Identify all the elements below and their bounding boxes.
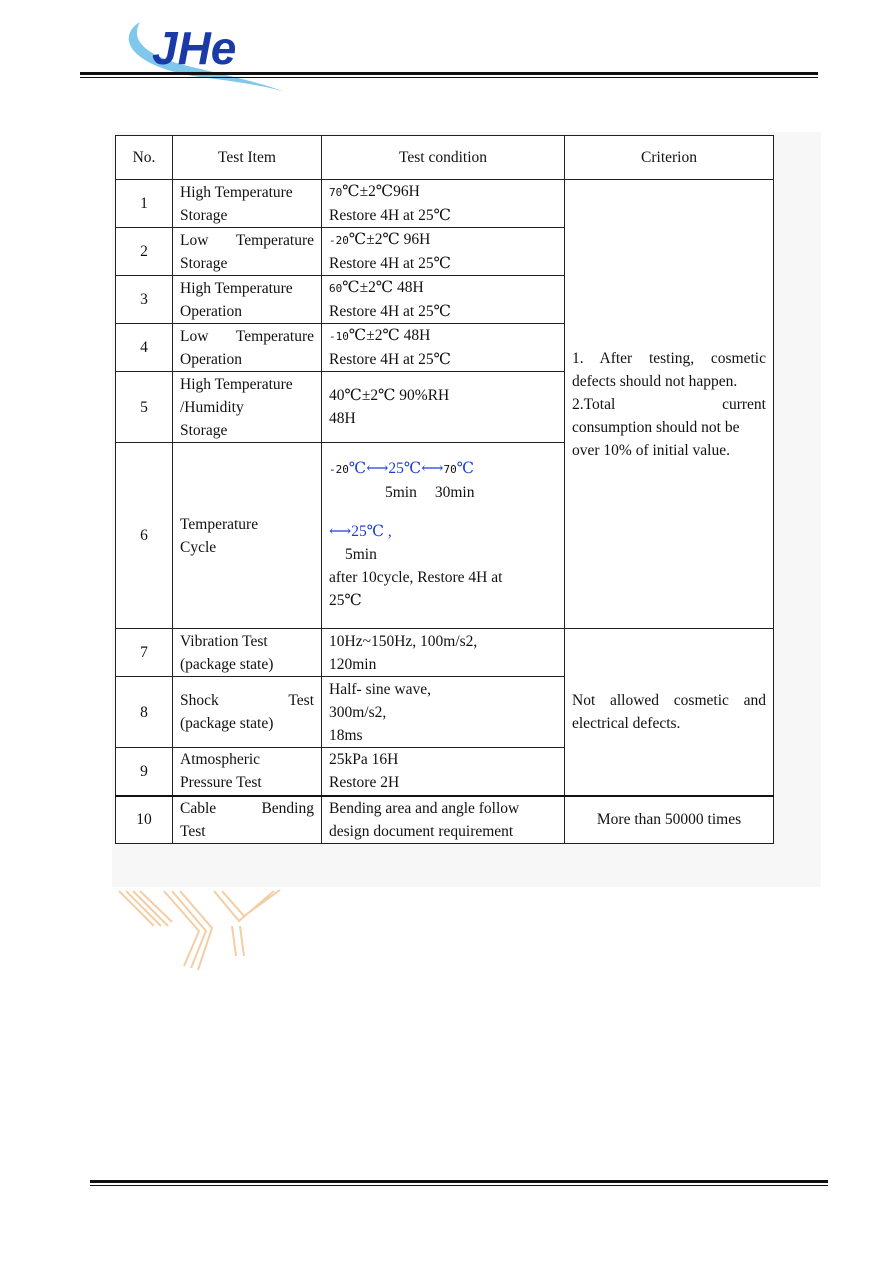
test-item-line: Shock Test [180,692,314,709]
criterion-line: 2.Total current [572,395,766,413]
cycle-arrow-text: ℃⟷25℃⟷ [348,460,444,477]
test-item [173,276,322,324]
cycle-low-temp: -20 [329,463,349,476]
test-condition [322,276,565,324]
temp-value: 70 [329,186,343,199]
criterion-line: over 10% of initial value. [572,441,730,459]
condition-line: 18ms [329,726,363,744]
test-item-line: (package state) [180,655,274,673]
condition-text: ℃±2℃ 48H [342,279,424,296]
test-item-line: (package state) [180,715,274,732]
cycle-time: 5min [345,546,377,563]
criterion-line: consumption should not be [572,418,740,436]
test-item-line: Temperature [180,515,259,533]
condition-line [329,228,557,252]
test-item-line: Pressure Test [180,774,262,792]
row-number: 6 [116,443,173,629]
condition-line [329,324,557,348]
test-item [173,796,322,844]
table-row [116,180,774,228]
test-item [173,180,322,228]
test-item [173,629,322,677]
condition-line: 40℃±2℃ 90%RH [329,387,450,404]
table-row [116,796,774,844]
criterion-cell [565,180,774,629]
header-no: No. [116,136,173,180]
reliability-test-table [115,135,774,844]
test-item [173,228,322,276]
logo-text: JHe [152,22,237,74]
test-item-line: Cable Bending [180,799,314,817]
condition-line: 25℃ [329,592,362,609]
test-condition [322,180,565,228]
temp-value: -10 [329,330,349,343]
criterion-line: electrical defects. [572,714,681,732]
test-item [173,443,322,629]
test-condition [322,228,565,276]
header-test-condition: Test condition [322,136,565,180]
test-item-line: Storage [180,421,228,439]
condition-line: Restore 4H at 25℃ [329,303,451,320]
condition-line [329,276,557,300]
condition-line: Half- sine wave, [329,680,431,698]
test-condition [322,372,565,443]
criterion-cell [565,629,774,796]
condition-line: Restore 4H at 25℃ [329,207,451,224]
test-item-line: High Temperature [180,375,293,393]
test-item-line: Low Temperature [180,327,314,345]
test-item-line: Vibration Test [180,632,268,650]
test-item-line: Atmospheric [180,751,261,769]
table-row [116,629,774,677]
test-item-line: Operation [180,350,242,368]
condition-line: Restore 4H at 25℃ [329,255,451,272]
condition-text: ℃±2℃96H [342,183,420,200]
test-item-line: Storage [180,254,228,272]
cycle-return: ⟷25℃ , [329,523,392,540]
condition-line: after 10cycle, Restore 4H at [329,569,503,586]
test-item-line: Low Temperature [180,231,314,249]
condition-line: Restore 4H at 25℃ [329,351,451,368]
test-condition [322,796,565,844]
condition-text: ℃±2℃ 96H [348,231,431,248]
test-item-line: Operation [180,302,242,320]
test-condition [322,677,565,748]
temp-value: -20 [329,234,349,247]
condition-line: 300m/s2, [329,703,387,721]
test-item-line: High Temperature [180,279,293,297]
condition-line [329,180,557,204]
row-number: 10 [116,796,173,844]
criterion-line: 1. After testing, cosmetic [572,349,766,367]
test-table-container [112,132,821,887]
header-criterion: Criterion [565,136,774,180]
row-number: 9 [116,748,173,796]
condition-line: 25kPa 16H [329,751,399,769]
row-number: 8 [116,677,173,748]
table-header-row [116,136,774,180]
criterion-cell: More than 50000 times [565,796,774,844]
test-item-line: /Humidity [180,398,244,416]
condition-line: Restore 2H [329,774,400,792]
row-number: 5 [116,372,173,443]
cycle-line [329,457,557,481]
header-test-item: Test Item [173,136,322,180]
cycle-time: 5min [385,484,417,501]
test-item-line: High Temperature [180,183,293,201]
test-condition [322,629,565,677]
condition-line: 48H [329,410,356,427]
test-condition [322,748,565,796]
row-number: 3 [116,276,173,324]
test-item [173,748,322,796]
row-number: 2 [116,228,173,276]
temp-value: 60 [329,282,343,295]
criterion-line: Not allowed cosmetic and [572,691,766,709]
footer-rule [90,1180,828,1186]
watermark-icon [114,886,286,978]
test-item-line: Cycle [180,538,217,556]
cycle-unit: ℃ [456,460,475,477]
criterion-line: defects should not happen. [572,372,738,390]
condition-line: design document requirement [329,822,514,840]
company-logo [120,12,295,94]
test-item [173,324,322,372]
condition-line: 10Hz~150Hz, 100m/s2, [329,632,478,650]
test-condition [322,443,565,629]
test-item [173,677,322,748]
condition-line: 120min [329,655,377,673]
row-number: 1 [116,180,173,228]
cycle-high-temp: 70 [443,463,457,476]
test-item-line: Storage [180,206,228,224]
test-item-line: Test [180,822,206,840]
cycle-time: 30min [434,484,475,501]
condition-line: Bending area and angle follow [329,799,520,817]
cycle-times [329,481,557,504]
test-condition [322,324,565,372]
header-rule [80,72,818,78]
row-number: 7 [116,629,173,677]
condition-text: ℃±2℃ 48H [348,327,431,344]
test-item [173,372,322,443]
row-number: 4 [116,324,173,372]
